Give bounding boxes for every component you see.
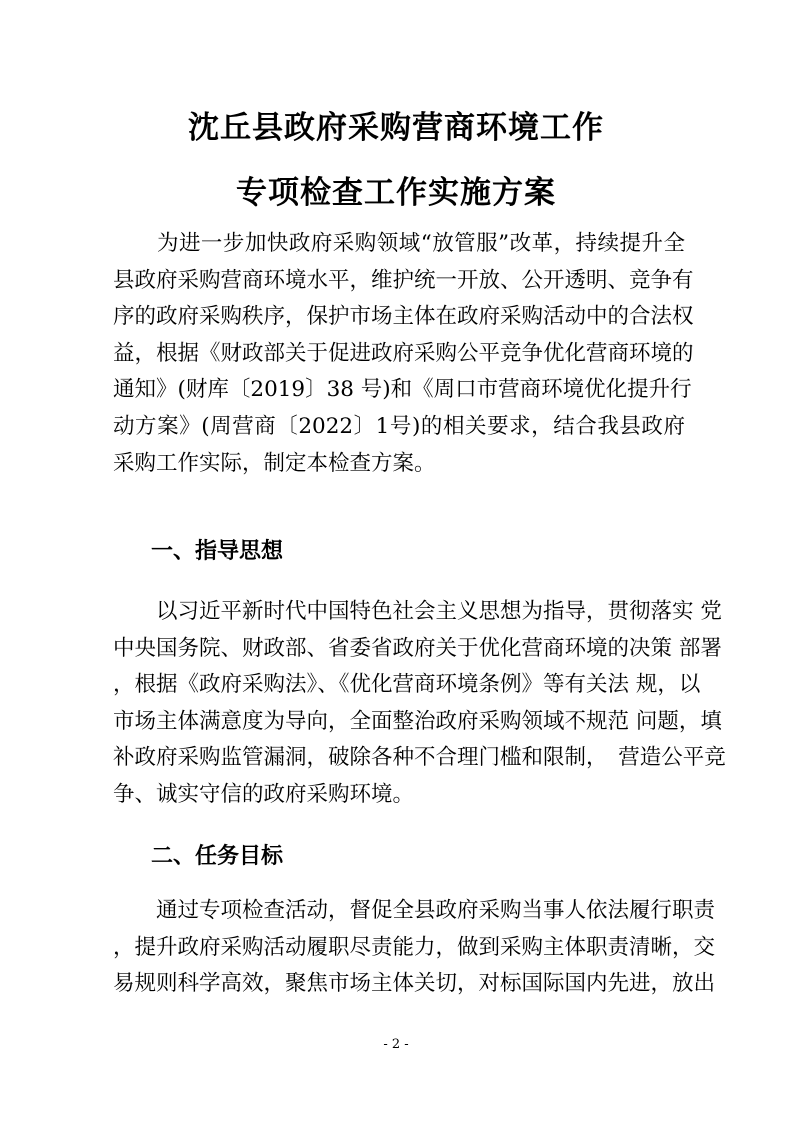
document-title-line-1: 沈丘县政府采购营商环境工作 [188,110,604,146]
intro-paragraph [113,226,694,482]
section1-line: 以习近平新时代中国特色社会主义思想为指导，贯彻落实 党 [113,599,722,624]
section1-line: 补政府采购监管漏洞，破除各种不合理门槛和限制， 营造公平竞 [113,745,726,771]
section1-line: 中央国务院、财政部、省委省政府关于优化营商环境的决策 部署 [113,635,722,661]
section1-line: 争、诚实守信的政府采购环境。 [113,781,415,807]
task-objectives-paragraph [113,893,716,1003]
document-title-line-2: 专项检查工作实施方案 [236,175,556,211]
section2-line: 通过专项检查活动，督促全县政府采购当事人依法履行职责 [113,898,716,923]
intro-line: 动方案》(周营商〔2022〕1号)的相关要求，结合我县政府 [113,413,685,439]
page-number: - 2 - [383,1037,409,1052]
section2-line: 易规则科学高效，聚焦市场主体关切，对标国际国内先进，放出 [113,971,716,997]
section-heading-guiding-ideology: 一、指导思想 [151,539,284,564]
intro-line: 为进一步加快政府采购领域“放管服”改革，持续提升全 [113,231,685,256]
intro-line: 采购工作实际，制定本检查方案。 [113,450,436,476]
section-heading-task-objectives: 二、任务目标 [151,844,284,869]
intro-line: 县政府采购营商环境水平，维护统一开放、公开透明、竞争有 [113,267,694,293]
section1-line: 市场主体满意度为导向，全面整治政府采购领域不规范 问题，填 [113,708,722,734]
intro-line: 益，根据《财政部关于促进政府采购公平竞争优化营商环境的 [113,340,694,366]
intro-line: 序的政府采购秩序，保护市场主体在政府采购活动中的合法权 [113,304,694,330]
section2-line: ，提升政府采购活动履职尽责能力，做到采购主体职责清晰，交 [113,934,716,960]
section1-line: ，根据《政府采购法》、《优化营商环境条例》等有关法 规，以 [113,672,701,698]
guiding-ideology-paragraph [113,594,726,814]
intro-line: 通知》(财库〔2019〕38 号)和《周口市营商环境优化提升行 [113,377,692,403]
